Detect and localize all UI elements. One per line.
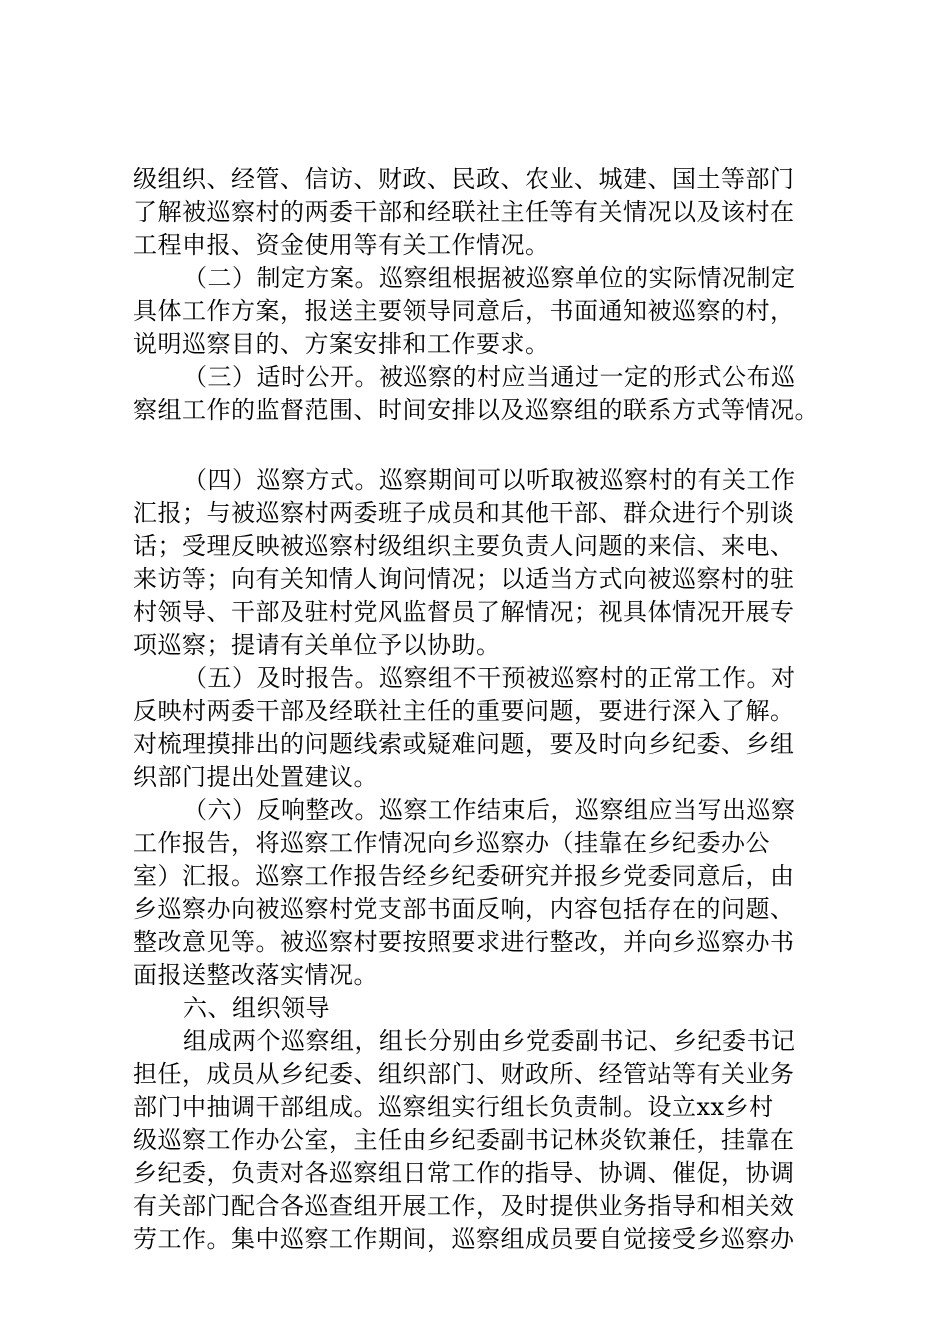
text-line: 具体工作方案，报送主要领导同意后，书面通知被巡察的村， <box>133 297 795 325</box>
text-line: 组成两个巡察组，组长分别由乡党委副书记、乡纪委书记 <box>183 1027 796 1055</box>
paragraph-heading-2: （二）制定方案。巡察组根据被巡察单位的实际情况制定 <box>183 264 796 292</box>
text-line: 村领导、干部及驻村党风监督员了解情况；视具体情况开展专 <box>133 598 795 626</box>
text-line: 工程申报、资金使用等有关工作情况。 <box>133 231 550 259</box>
text-line: 说明巡察目的、方案安排和工作要求。 <box>133 330 550 358</box>
text-line: 反映村两委干部及经联社主任的重要问题，要进行深入了解。 <box>133 697 795 725</box>
text-line: 乡纪委，负责对各巡察组日常工作的指导、协调、催促，协调 <box>133 1159 795 1187</box>
text-line: 乡巡察办向被巡察村党支部书面反响，内容包括存在的问题、 <box>133 895 795 923</box>
text-line: 有关部门配合各巡查组开展工作，及时提供业务指导和相关效 <box>133 1192 795 1220</box>
text-line: 织部门提出处置建议。 <box>133 763 378 791</box>
text-line: 对梳理摸排出的问题线索或疑难问题，要及时向乡纪委、乡组 <box>133 730 795 758</box>
text-line: 了解被巡察村的两委干部和经联社主任等有关情况以及该村在 <box>133 198 795 226</box>
text-line: 察组工作的监督范围、时间安排以及巡察组的联系方式等情况。 <box>133 396 819 424</box>
paragraph-heading-6: （六）反响整改。巡察工作结束后，巡察组应当写出巡察 <box>183 796 796 824</box>
paragraph-heading-5: （五）及时报告。巡察组不干预被巡察村的正常工作。对 <box>183 664 796 692</box>
document-body <box>133 163 829 1256</box>
text-line: 面报送整改落实情况。 <box>133 961 378 989</box>
text-line: 整改意见等。被巡察村要按照要求进行整改，并向乡巡察办书 <box>133 928 795 956</box>
text-line: 级组织、经管、信访、财政、民政、农业、城建、国土等部门 <box>133 165 795 193</box>
section-heading: 六、组织领导 <box>183 994 330 1022</box>
text-line: 汇报；与被巡察村两委班子成员和其他干部、群众进行个别谈 <box>133 499 795 527</box>
text-line: 项巡察；提请有关单位予以协助。 <box>133 631 501 659</box>
paragraph-heading-3: （三）适时公开。被巡察的村应当通过一定的形式公布巡 <box>183 363 796 391</box>
text-line: 来访等；向有关知情人询问情况；以适当方式向被巡察村的驻 <box>133 565 795 593</box>
text-line: 级巡察工作办公室，主任由乡纪委副书记林炎钦兼任，挂靠在 <box>133 1126 795 1154</box>
text-line: 室）汇报。巡察工作报告经乡纪委研究并报乡党委同意后，由 <box>133 862 795 890</box>
text-line: 担任，成员从乡纪委、组织部门、财政所、经管站等有关业务 <box>133 1060 795 1088</box>
text-line: 工作报告，将巡察工作情况向乡巡察办（挂靠在乡纪委办公 <box>133 829 770 857</box>
text-line: 劳工作。集中巡察工作期间，巡察组成员要自觉接受乡巡察办 <box>133 1225 795 1253</box>
paragraph-heading-4: （四）巡察方式。巡察期间可以听取被巡察村的有关工作 <box>183 466 796 494</box>
text-line: 话；受理反映被巡察村级组织主要负责人问题的来信、来电、 <box>133 532 795 560</box>
paragraph-gap <box>133 427 829 464</box>
text-line: 部门中抽调干部组成。巡察组实行组长负责制。设立xx乡村 <box>133 1093 774 1121</box>
